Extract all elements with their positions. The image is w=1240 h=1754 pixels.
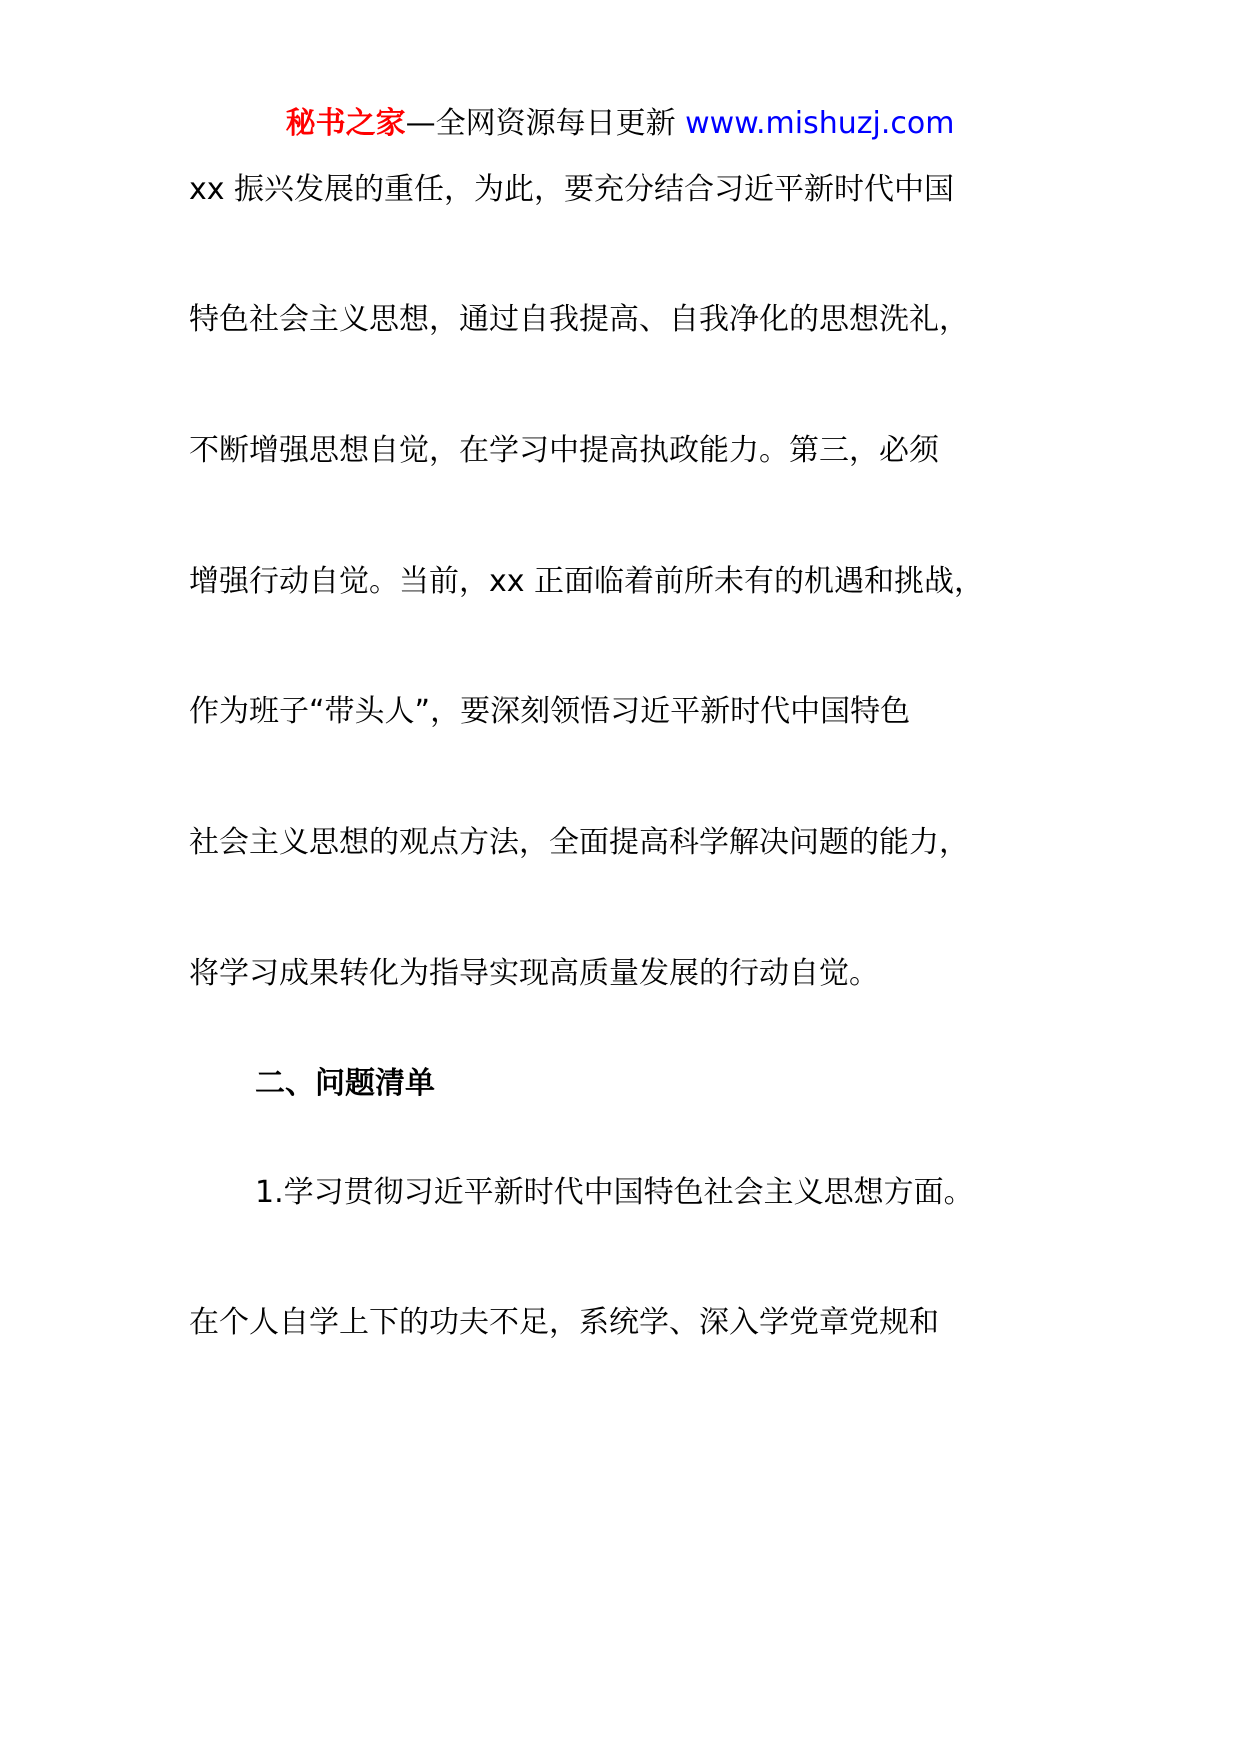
body-text-line: 社会主义思想的观点方法，全面提高科学解决问题的能力， [189, 825, 969, 860]
body-text-line: 增强行动自觉。当前，xx 正面临着前所未有的机遇和挑战， [189, 564, 985, 599]
site-tagline: —全网资源每日更新 [405, 106, 686, 141]
body-text-line: 特色社会主义思想，通过自我提高、自我净化的思想洗礼， [189, 302, 969, 337]
body-text-line: xx 振兴发展的重任，为此，要充分结合习近平新时代中国 [189, 172, 955, 207]
body-text-line: 在个人自学上下的功夫不足，系统学、深入学党章党规和 [189, 1305, 939, 1340]
body-text-line: 作为班子“带头人”，要深刻领悟习近平新时代中国特色 [189, 694, 911, 729]
site-header [0, 102, 1240, 146]
site-url-link[interactable]: www.mishuzj.com [685, 106, 955, 141]
body-text-line: 不断增强思想自觉，在学习中提高执政能力。第三，必须 [189, 433, 939, 468]
item-title: 1.学习贯彻习近平新时代中国特色社会主义思想方面。 [255, 1175, 974, 1210]
section-heading: 二、问题清单 [255, 1066, 435, 1101]
body-text-line: 将学习成果转化为指导实现高质量发展的行动自觉。 [189, 956, 879, 991]
site-brand: 秘书之家 [285, 106, 406, 141]
